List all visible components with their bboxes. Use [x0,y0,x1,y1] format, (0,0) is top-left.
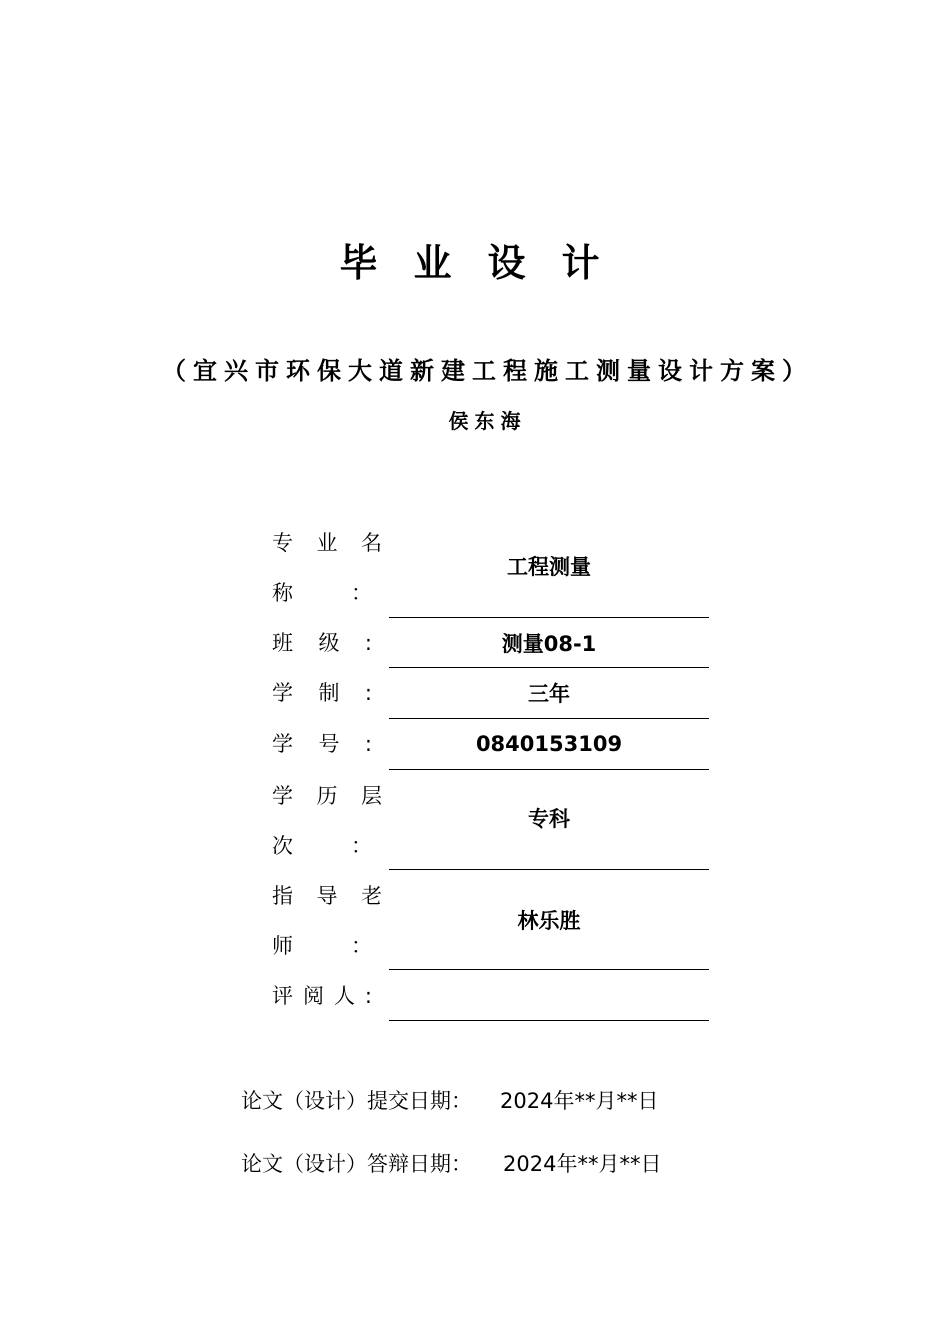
reviewer-value [389,970,709,1021]
advisor-value: 林乐胜 [389,870,709,970]
advisor-label: 指导老 师： [272,884,382,958]
author-name: 侯东海 [448,409,527,433]
submit-date-line [241,1086,658,1116]
reviewer-label: 评阅人: [272,984,372,1008]
class-label: 班级: [272,631,372,655]
major-value: 工程测量 [389,518,709,618]
project-subtitle: （宜兴市环保大道新建工程施工测量设计方案） [162,357,813,385]
student-id-label: 学号: [272,732,372,756]
major-label-line1: 专业名 [272,531,382,555]
student-id-value: 0840153109 [389,719,709,770]
page-title: 毕业设计 [339,241,636,285]
submit-date-label: 论文（设计）提交日期： [241,1089,472,1113]
system-value: 三年 [389,668,709,719]
level-label: 学历层 次： [272,784,382,858]
major-label [272,518,384,618]
class-value: 测量08-1 [389,618,709,668]
submit-date-value: 2024年**月**日 [500,1089,659,1113]
defense-date-line [241,1149,661,1179]
defense-date-value: 2024年**月**日 [503,1152,662,1176]
defense-date-label: 论文（设计）答辩日期： [241,1152,472,1176]
system-label: 学制: [272,681,372,705]
level-value: 专科 [389,770,709,870]
major-label-line2: 称： [272,581,372,605]
